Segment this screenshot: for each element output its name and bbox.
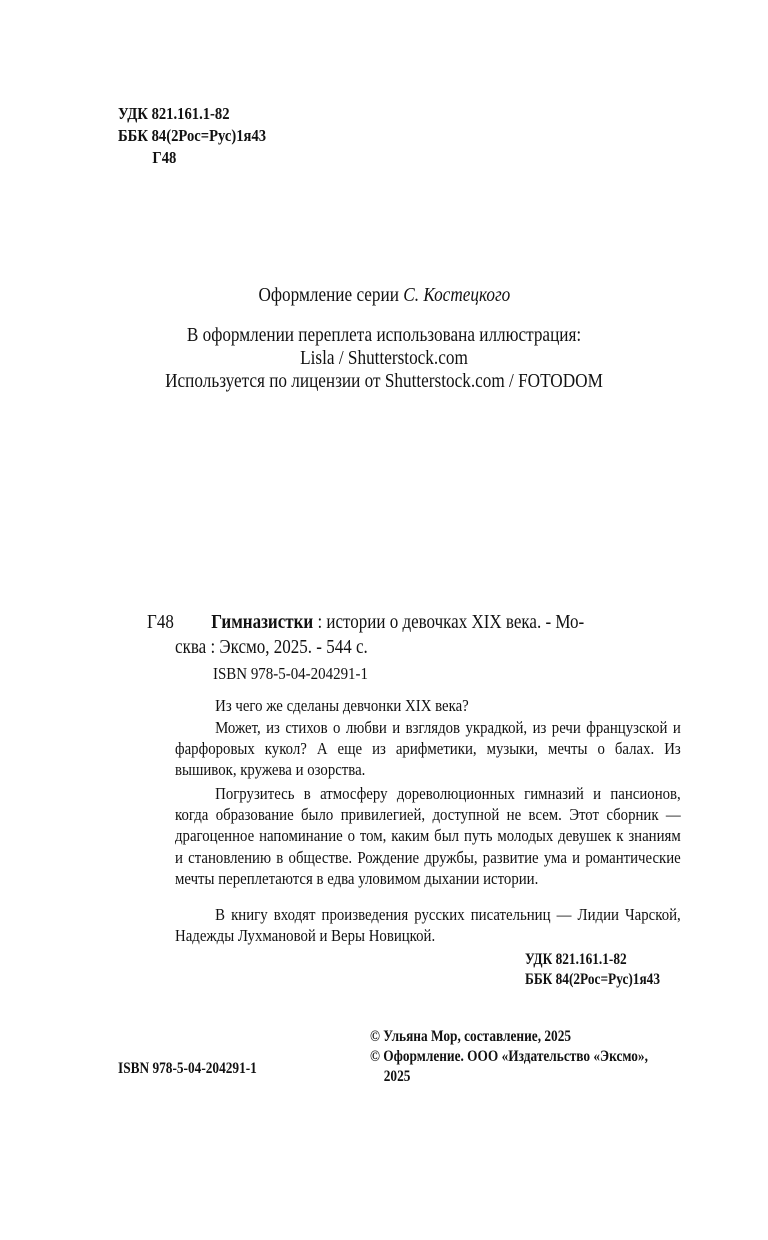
- catalog-line2: сква : Эксмо, 2025. - 544 с.: [175, 636, 368, 658]
- catalog-isbn: ISBN 978-5-04-204291-1: [213, 664, 369, 683]
- series-designer-name: С. Костецкого: [402, 284, 510, 306]
- footer-isbn: ISBN 978-5-04-204291-1: [118, 1060, 257, 1077]
- copyright-block: [370, 1027, 648, 1087]
- annotation-question: Из чего же сделаны девчонки XIX века?: [215, 696, 469, 715]
- illustration-credit: [0, 324, 768, 393]
- udk-code-bottom: УДК 821.161.1-82: [525, 951, 627, 968]
- illustration-source: Lisla / Shutterstock.com: [300, 347, 468, 369]
- annotation-paragraph-1: Может, из стихов о любви и взглядов украдкой, из речи французской и фарфоровых кукол? А еще из арифметики, музыки, мечты о балах. Из вышивок, кружева и озорства.: [175, 718, 681, 780]
- license-note: Используется по лицензии от Shutterstock.com / FOTODOM: [165, 370, 603, 392]
- bottom-classification-codes: [525, 950, 660, 990]
- catalog-mark: Г48: [147, 611, 174, 633]
- book-title: Гимназистки: [211, 611, 314, 633]
- copyright-design: © Оформление. ООО «Издательство «Эксмо»,: [370, 1048, 648, 1065]
- annotation-paragraph-3: В книгу входят произведения русских писательниц — Лидии Чарской, Надежды Лухмановой и Веры Новицкой.: [175, 905, 681, 946]
- author-mark: Г48: [152, 148, 177, 167]
- copyright-compilation: © Ульяна Мор, составление, 2025: [370, 1028, 572, 1045]
- catalog-entry: [147, 610, 584, 660]
- annotation-paragraph-2: Погрузитесь в атмосферу дореволюционных гимназий и пансионов, когда образование было привилегией, доступной не всем. Этот сборник — драгоценное напоминание о том, каким был путь молодых девушек к знаниям и становлению в обществе. Рождение дружбы, развитие ума и романтические мечты переплетаются в едва уловимом дыхании истории.: [175, 784, 681, 888]
- bbk-code: ББК 84(2Рос=Рус)1я43: [118, 126, 267, 145]
- copyright-design-year: 2025: [383, 1068, 411, 1085]
- series-design-credit: [0, 284, 768, 307]
- series-design-label: Оформление серии: [258, 284, 399, 306]
- bbk-code-bottom: ББК 84(2Рос=Рус)1я43: [525, 971, 661, 988]
- top-classification-codes: [118, 103, 266, 169]
- cover-illustration-note: В оформлении переплета использована иллюстрация:: [186, 324, 582, 346]
- udk-code: УДК 821.161.1-82: [118, 104, 230, 123]
- catalog-line1: : истории о девочках XIX века. - Мо-: [313, 611, 585, 633]
